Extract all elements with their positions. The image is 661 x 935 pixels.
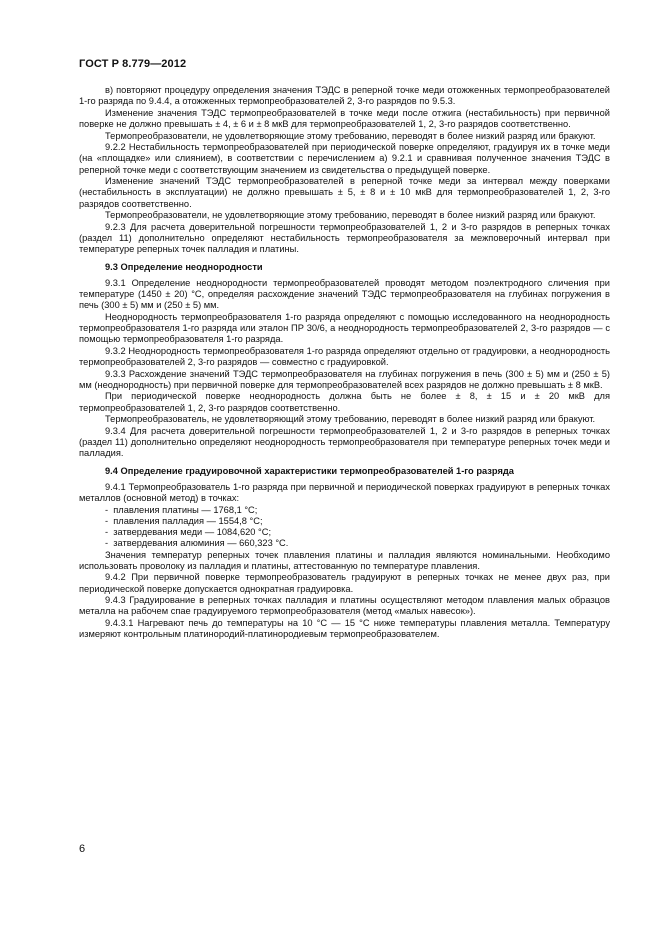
paragraph: 9.2.2 Нестабильность термопреобразователей при периодической поверке определяют, градуируя их в точке меди (на «площадке» или слиянием), в соответствии с перечислением а) 9.2.1 и сравнивая полученное значения ТЭДС в реперной точке меди с соответствующим значением из свидетельства о предыдущей поверке. [79,142,610,175]
list-item: - плавления платины — 1768,1 °С; [105,505,610,516]
paragraph: Термопреобразователи, не удовлетворяющие этому требованию, переводят в более низкий разряд или бракуют. [105,130,596,141]
paragraph: 9.4.3.1 Нагревают печь до температуры на 10 °С — 15 °С ниже температуры плавления металла. Температуру измеряют контрольным платинородий-платинородиевым термопреобразователем. [79,618,610,640]
fixed-points-list [79,505,610,550]
paragraph: 9.3.3 Расхождение значений ТЭДС термопреобразователя на глубинах погружения в печь (300 ± 5) мм и (250 ± 5) мм (неоднородность) при первичной поверке для термопреобразователей всех разрядов не должно превышать ± 8 мкВ. [79,368,610,390]
paragraph: в) повторяют процедуру определения значения ТЭДС в реперной точке меди отожженных термопреобразователей 1-го разряда по 9.4.4, а отожженных термопреобразователей 2, 3-го разрядов по 9.5.3. [79,85,610,107]
paragraph: Значения температур реперных точек плавления платины и палладия являются номинальными. Необходимо использовать проволоку из палладия и платины, аттестованную по температуре плавления. [79,549,610,571]
paragraph: Неоднородность термопреобразователя 1-го разряда определяют с помощью исследованного на неоднородность термопреобразователя 1-го разряда или эталон ПР 30/6, а неоднородность термопреобразователей 2, 3-го разрядов — с помощью термопреобразователя 1-го разряда. [79,311,610,345]
list-item: - плавления палладия — 1554,8 °С; [105,516,610,527]
paragraph: Изменение значений ТЭДС термопреобразователей в реперной точке меди за интервал между поверками (нестабильность в эксплуатации) не должно превышать ± 5, ± 8 и ± 10 мкВ для термопреобразователей 1, 2, 3-го разрядов соответственно. [79,176,610,209]
section-heading: 9.3 Определение неоднородности [105,261,263,272]
paragraph: Изменение значения ТЭДС термопреобразователей в точке меди после отжига (нестабильность) при первичной поверке не должно превышать ± 4, ± 6 и ± 8 мкВ для термопреобразователей 1, 2, 3-го разрядов соответственно. [79,107,610,130]
paragraph: 9.3.1 Определение неоднородности термопреобразователей проводят методом поэлектродного сличения при температуре (1450 ± 20) °С, определяя расхождение значений ТЭДС термопреобразователя на глубинах погружения в печь (300 ± 5) мм и (250 ± 5) мм. [79,277,610,311]
page-body [79,85,610,641]
paragraph: 9.4.1 Термопреобразователь 1-го разряда при первичной и периодической поверках градуируют в реперных точках металлов (основной метод) в точках: [79,481,610,504]
paragraph: Термопреобразователи, не удовлетворяющие этому требованию, переводят в более низкий разряд или бракуют. [105,210,596,221]
paragraph: Термопреобразователь, не удовлетворяющий этому требованию, переводят в более низкий разряд или бракуют. [105,414,596,425]
list-item: - затвердевания меди — 1084,620 °С; [105,527,610,538]
paragraph: При периодической поверке неоднородность должна быть не более ± 8, ± 15 и ± 20 мкВ для термопреобразователей 1, 2, 3-го разрядов соответственно. [79,391,610,413]
paragraph: 9.4.3 Градуирование в реперных точках палладия и платины осуществляют методом плавления малых образцов металла на рабочем спае градуируемого термопреобразователя (метод «малых навесок»). [79,595,610,617]
paragraph: 9.3.4 Для расчета доверительной погрешности термопреобразователей 1, 2 и 3-го разрядов в реперных точках (раздел 11) дополнительно определяют неоднородность термопреобразователя при температуре реперных точек меди и палладия. [79,425,610,459]
section-heading: 9.4 Определение градуировочной характеристики термопреобразователей 1-го разряда [105,465,514,476]
list-item: - затвердевания алюминия — 660,323 °С. [105,538,610,549]
page-number: 6 [79,843,86,855]
paragraph: 9.2.3 Для расчета доверительной погрешности термопреобразователей 1, 2 и 3-го разрядов в реперных точках (раздел 11) дополнительно определяют нестабильность термопреобразователя за межповерочный интервал при температуре реперных точек палладия и платины. [79,221,610,255]
paragraph: 9.3.2 Неоднородность термопреобразователя 1-го разряда определяют отдельно от градуировки, а неоднородность термопреобразователей 2, 3-го разрядов — совместно с градуировкой. [79,345,610,368]
document-code: ГОСТ Р 8.779—2012 [79,58,187,70]
paragraph: 9.4.2 При первичной поверке термопреобразователь градуируют в реперных точках не менее двух раз, при периодической поверке допускается однократная градуировка. [79,572,610,594]
